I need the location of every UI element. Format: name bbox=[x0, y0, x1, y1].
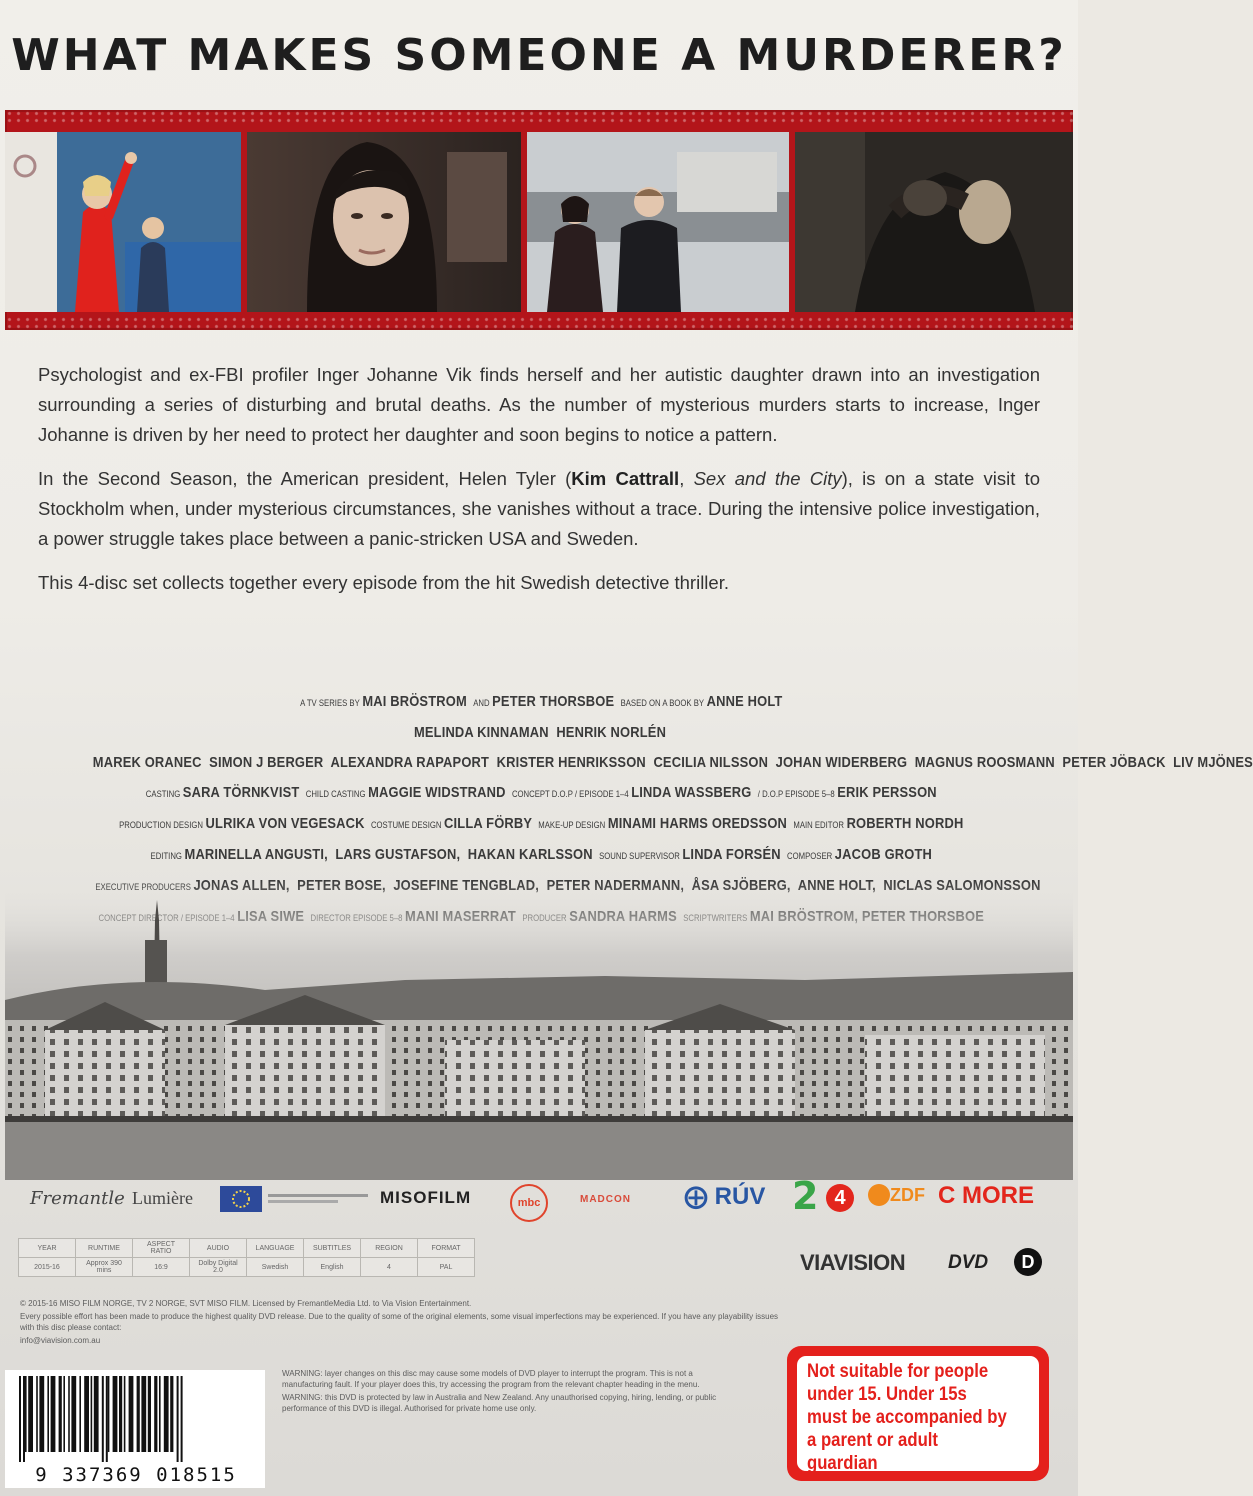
spec-value: English bbox=[304, 1258, 361, 1277]
credit-name: SARA TÖRNKVIST bbox=[182, 784, 300, 801]
broadcaster-badge-logo: mbc bbox=[510, 1184, 548, 1222]
spec-value: Approx 390 mins bbox=[76, 1258, 133, 1277]
credit-name: ULRIKA VON VEGESACK bbox=[205, 815, 365, 832]
credit-line-creators bbox=[93, 690, 987, 715]
credit-name: MELINDA KINNAMAN bbox=[413, 724, 549, 741]
spec-header: RUNTIME bbox=[76, 1239, 133, 1258]
zdf-label: ZDF bbox=[890, 1184, 925, 1205]
credit-name: CILLA FÖRBY bbox=[444, 815, 532, 832]
barcode-bars bbox=[15, 1376, 255, 1462]
credit-name: ANNE HOLT bbox=[706, 693, 783, 710]
barcode bbox=[5, 1370, 265, 1488]
credit-role: PRODUCTION DESIGN bbox=[119, 820, 203, 830]
eu-flag-icon bbox=[220, 1186, 262, 1217]
spec-header: AUDIO bbox=[190, 1239, 247, 1258]
credit-role: CASTING bbox=[145, 789, 181, 799]
copyright-text: © 2015-16 MISO FILM NORGE, TV 2 NORGE, SVT MISO FILM. Licensed by FremantleMedia Ltd. to Via Vision Entertainment. bbox=[20, 1299, 472, 1308]
credit-name: ERIK PERSSON bbox=[837, 784, 937, 801]
stockholm-skyline-photo bbox=[5, 880, 1073, 1180]
tv2-logo: 2 bbox=[792, 1174, 819, 1218]
synopsis-p2-end: ), is on a state visit to Stockholm when, under mysterious circumstances, she vanishes without a trace. During the intensive police investigation, a power struggle takes place between a panic-stricken USA and Sweden. bbox=[38, 468, 1041, 549]
quality-notice: Every possible effort has been made to produce the highest quality DVD release. Due to the quality of some of the original elements, some visual imperfections may be experienced. If you have any playability issues with this disc please contact: bbox=[20, 1312, 779, 1332]
credit-name: LARS GUSTAFSON bbox=[335, 846, 457, 863]
credit-name: SIMON J BERGER bbox=[209, 754, 324, 771]
tv4-logo: 4 bbox=[826, 1184, 854, 1212]
spec-header: REGION bbox=[361, 1239, 418, 1258]
viavision-logo: VIAVISION bbox=[800, 1250, 906, 1275]
spec-header: FORMAT bbox=[418, 1239, 475, 1258]
show-title: Sex and the City bbox=[693, 468, 842, 489]
credit-role: A TV SERIES BY bbox=[300, 698, 360, 708]
spec-header: YEAR bbox=[19, 1239, 76, 1258]
dvd-logo: DVD bbox=[948, 1252, 989, 1273]
synopsis-paragraph-2 bbox=[38, 464, 1040, 554]
credit-line-leads bbox=[93, 721, 987, 745]
credit-line-casting bbox=[93, 781, 987, 806]
spec-table bbox=[18, 1238, 475, 1277]
synopsis-paragraph-1: Psychologist and ex-FBI profiler Inger Johanne Vik finds herself and her autistic daughter drawn into an investigation surrounding a series of disturbing and brutal deaths. As the number of mysterious murders starts to increase, Inger Johanne is driven by her need to protect her daughter and soon begins to notice a pattern. bbox=[38, 364, 1040, 445]
spec-header-row bbox=[19, 1239, 475, 1258]
copyright-warning: WARNING: this DVD is protected by law in Australia and New Zealand. Any unauthorised copying, hiring, lending, or public performance of this DVD is illegal. Authorised for private home use only. bbox=[282, 1393, 717, 1413]
spec-value-row bbox=[19, 1258, 475, 1277]
barcode-number: 9 337369 018515 bbox=[35, 1464, 237, 1486]
credit-name: ALEXANDRA RAPAPORT bbox=[330, 754, 490, 771]
synopsis-paragraph-3: This 4-disc set collects together every episode from the hit Swedish detective thriller. bbox=[38, 572, 729, 593]
still-dark-struggle bbox=[795, 132, 1073, 312]
credit-role: / D.O.P EPISODE 5–8 bbox=[757, 789, 835, 799]
media-program-logo bbox=[268, 1192, 368, 1213]
credit-line-editing: EDITING MARINELLA ANGUSTI, LARS GUSTAFSON, HAKAN KARLSSON SOUND SUPERVISOR LINDA FORSÉN COMPOSER JACOB GROTH bbox=[150, 846, 933, 863]
spec-value: PAL bbox=[418, 1258, 475, 1277]
credit-name: ROBERTH NORDH bbox=[846, 815, 964, 832]
zdf-circle-icon bbox=[868, 1184, 890, 1206]
contact-email: info@viavision.com.au bbox=[20, 1336, 101, 1345]
rating-warning-inner bbox=[797, 1356, 1039, 1474]
credit-name: LINDA WASSBERG bbox=[631, 784, 752, 801]
still-detective-closeup bbox=[247, 132, 521, 312]
credit-role: SOUND SUPERVISOR bbox=[599, 851, 680, 861]
headline: WHAT MAKES SOMEONE A MURDERER? bbox=[11, 30, 1067, 81]
rating-warning-box bbox=[787, 1346, 1049, 1481]
layer-change-warning: WARNING: layer changes on this disc may cause some models of DVD player to interrupt the program. This is not a manufacturing fault. If your player does this, try accessing the program from the relevant chapter heading in the menu. bbox=[282, 1369, 700, 1389]
credit-name: MARINELLA ANGUSTI bbox=[184, 846, 325, 863]
credit-role: COSTUME DESIGN bbox=[370, 820, 442, 830]
spec-value: 4 bbox=[361, 1258, 418, 1277]
credit-name: PETER THORSBOE bbox=[492, 693, 615, 710]
credit-role: CONCEPT D.O.P / EPISODE 1–4 bbox=[511, 789, 629, 799]
credit-name: HAKAN KARLSSON bbox=[467, 846, 593, 863]
synopsis bbox=[38, 360, 1040, 612]
credit-role: MAKE-UP DESIGN bbox=[538, 820, 606, 830]
distributor-logos bbox=[800, 1248, 1050, 1278]
synopsis-p2-sep: , bbox=[679, 468, 694, 489]
actor-name: Kim Cattrall bbox=[571, 468, 680, 489]
spec-header: ASPECT RATIO bbox=[133, 1239, 190, 1258]
credit-name: MAGGIE WIDSTRAND bbox=[368, 784, 506, 801]
credit-name: KRISTER HENRIKSSON bbox=[496, 754, 646, 771]
credit-name: JOHAN WIDERBERG bbox=[775, 754, 908, 771]
spec-header: LANGUAGE bbox=[247, 1239, 304, 1258]
credit-name: PETER JÖBACK bbox=[1062, 754, 1166, 771]
credit-role: EDITING bbox=[150, 851, 182, 861]
credit-name: MAI BRÖSTROM bbox=[362, 693, 467, 710]
spec-value: Swedish bbox=[247, 1258, 304, 1277]
credit-line-cast bbox=[92, 751, 1253, 775]
small-print bbox=[20, 1298, 780, 1348]
credit-name: CECILIA NILSSON bbox=[653, 754, 769, 771]
still-president-waving bbox=[5, 132, 241, 312]
credit-name: LIV MJÖNES bbox=[1173, 754, 1253, 771]
spec-value: 2015-16 bbox=[19, 1258, 76, 1277]
disc-classification-d-icon: D bbox=[1014, 1248, 1042, 1276]
lumiere-logo: Lumière bbox=[132, 1188, 193, 1208]
madcon-logo: MADCON bbox=[580, 1194, 631, 1205]
credit-name: JACOB GROTH bbox=[834, 846, 933, 863]
cmore-logo: C MORE bbox=[938, 1182, 1034, 1209]
misofilm-logo: MISOFILM bbox=[380, 1188, 472, 1207]
still-couple-harbour bbox=[527, 132, 789, 312]
ruv-crest-icon: ⨁ bbox=[684, 1183, 708, 1210]
credit-name: LINDA FORSÉN bbox=[682, 846, 781, 863]
credit-role: BASED ON A BOOK BY bbox=[620, 698, 705, 708]
zdf-logo bbox=[868, 1184, 925, 1206]
fremantle-logo: Fremantle bbox=[30, 1188, 125, 1209]
credit-role: COMPOSER bbox=[787, 851, 833, 861]
spec-value: Dolby Digital 2.0 bbox=[190, 1258, 247, 1277]
ruv-label: RÚV bbox=[714, 1183, 766, 1210]
credit-name: MAGNUS ROOSMANN bbox=[914, 754, 1055, 771]
ruv-logo bbox=[684, 1182, 765, 1211]
grunge-texture-bottom bbox=[5, 316, 1073, 330]
credit-name: HENRIK NORLÉN bbox=[556, 724, 667, 741]
warnings bbox=[282, 1368, 742, 1416]
rating-warning-text: Not suitable for people under 15. Under 15s must be accompanied by a parent or adult guardian bbox=[807, 1361, 1007, 1474]
production-logos bbox=[20, 1174, 1060, 1224]
synopsis-p2-start: In the Second Season, the American president, Helen Tyler ( bbox=[38, 468, 572, 489]
spec-value: 16:9 bbox=[133, 1258, 190, 1277]
grunge-texture-top bbox=[5, 110, 1073, 124]
credit-name: MAREK ORANEC bbox=[92, 754, 202, 771]
credit-role: MAIN EDITOR bbox=[793, 820, 844, 830]
credit-role: CHILD CASTING bbox=[305, 789, 366, 799]
credit-role: AND bbox=[473, 698, 490, 708]
photo-strip bbox=[5, 110, 1073, 330]
credit-name: MINAMI HARMS OREDSSON bbox=[607, 815, 788, 832]
credit-line-design bbox=[93, 812, 987, 837]
spec-header: SUBTITLES bbox=[304, 1239, 361, 1258]
